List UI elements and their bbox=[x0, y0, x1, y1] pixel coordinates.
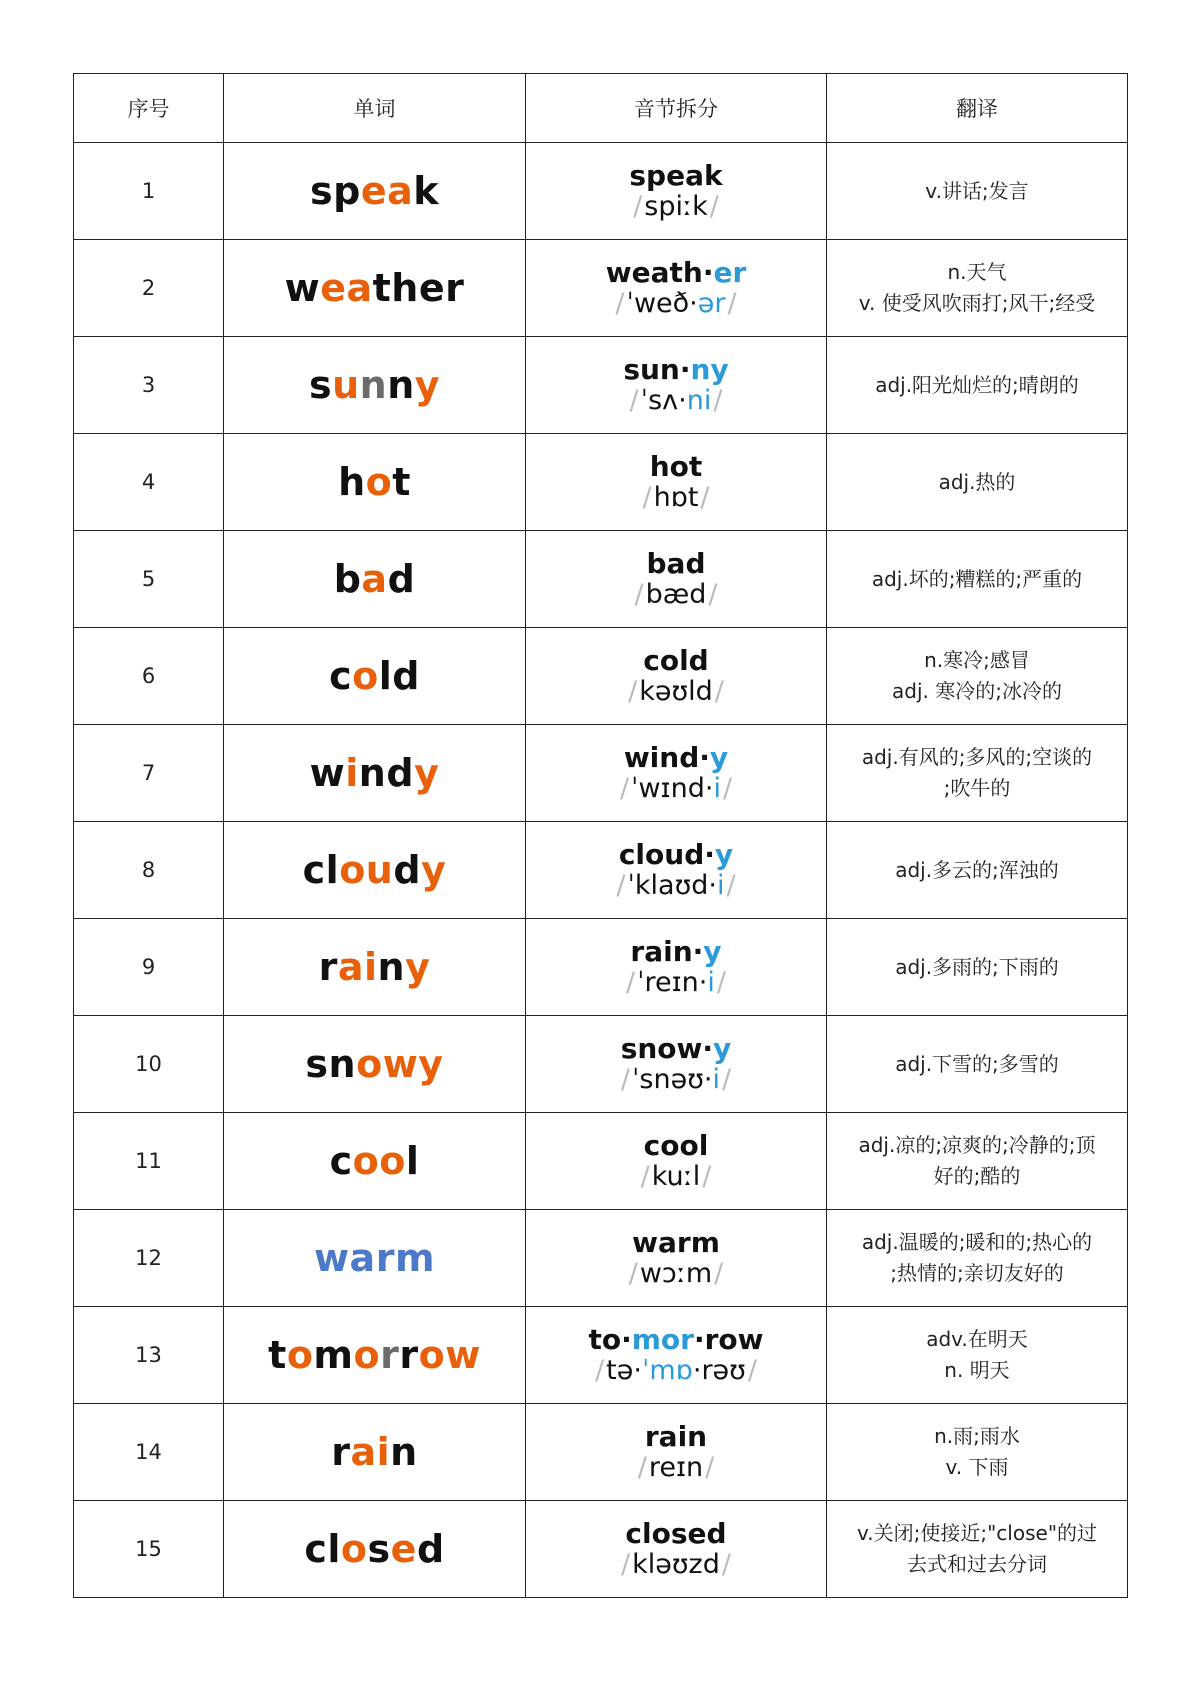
syllable-segment: cool bbox=[643, 1129, 709, 1163]
phonetic-transcription bbox=[526, 968, 826, 998]
table-row bbox=[74, 1016, 1128, 1113]
translation-line: v.讲话;发言 bbox=[925, 178, 1029, 203]
slash-mark: / bbox=[625, 966, 636, 998]
row-index: 1 bbox=[74, 143, 224, 240]
word-segment: o bbox=[365, 460, 393, 504]
word-segment: c bbox=[329, 654, 353, 698]
slash-mark: / bbox=[726, 869, 736, 901]
phonetic-transcription bbox=[526, 580, 826, 610]
ipa-segment: spiːk bbox=[644, 190, 708, 222]
word-segment: y bbox=[421, 848, 447, 892]
syllable-segment: weath bbox=[605, 256, 703, 290]
phonetic-transcription bbox=[526, 386, 826, 416]
slash-mark: / bbox=[714, 675, 724, 707]
syllable-segment: bad bbox=[646, 547, 706, 581]
syllable-cell bbox=[526, 434, 827, 531]
word-segment: ow bbox=[418, 1333, 481, 1377]
word-text bbox=[319, 945, 431, 989]
table-row bbox=[74, 1501, 1128, 1598]
word-segment: s bbox=[367, 1527, 391, 1571]
translation-cell bbox=[827, 1210, 1128, 1307]
syllable-segment: warm bbox=[632, 1226, 720, 1260]
word-cell bbox=[224, 1501, 526, 1598]
ipa-segment: i bbox=[717, 869, 725, 901]
word-segment: w bbox=[309, 751, 346, 795]
syllable-segment: hot bbox=[649, 450, 703, 484]
syllable-split bbox=[526, 936, 826, 967]
word-segment: e bbox=[390, 1527, 417, 1571]
word-segment: m bbox=[313, 1333, 354, 1377]
word-segment: l bbox=[405, 1139, 420, 1183]
syllable-split bbox=[526, 354, 826, 385]
syllable-segment: sun bbox=[623, 353, 680, 387]
syllable-segment: cold bbox=[643, 644, 709, 678]
slash-mark: / bbox=[714, 1257, 724, 1289]
ipa-segment: · bbox=[708, 869, 717, 901]
phonetic-transcription bbox=[526, 871, 826, 901]
syllable-cell bbox=[526, 1113, 827, 1210]
phonetic-transcription bbox=[526, 192, 826, 222]
slash-mark: / bbox=[621, 1548, 631, 1580]
word-segment: t bbox=[268, 1333, 287, 1377]
translation-line: 去式和过去分词 bbox=[907, 1552, 1047, 1576]
translation-cell bbox=[827, 822, 1128, 919]
row-index: 8 bbox=[74, 822, 224, 919]
word-segment: a bbox=[361, 557, 388, 601]
translation-line: v. 下雨 bbox=[945, 1455, 1009, 1479]
syllable-segment: · bbox=[679, 353, 691, 387]
word-cell bbox=[224, 143, 526, 240]
word-segment: r bbox=[380, 1333, 400, 1377]
table-header-row bbox=[74, 74, 1128, 143]
translation-line: ;热情的;亲切友好的 bbox=[890, 1261, 1064, 1285]
syllable-segment: rain bbox=[630, 935, 693, 969]
ipa-segment: ˈklaʊd bbox=[627, 869, 709, 901]
slash-mark: / bbox=[620, 1063, 630, 1095]
phonetic-transcription bbox=[526, 1162, 826, 1192]
word-cell bbox=[224, 337, 526, 434]
translation-line: v.关闭;使接近;"close"的过 bbox=[856, 1521, 1098, 1545]
word-cell bbox=[224, 1210, 526, 1307]
syllable-segment: y bbox=[703, 935, 722, 969]
ipa-segment: · bbox=[689, 287, 698, 319]
word-text bbox=[310, 751, 440, 795]
translation-line: adj.阳光灿烂的;晴朗的 bbox=[875, 372, 1079, 397]
syllable-segment: · bbox=[699, 741, 710, 775]
translation-cell bbox=[827, 1404, 1128, 1501]
syllable-split bbox=[526, 645, 826, 676]
word-cell bbox=[224, 1404, 526, 1501]
row-index: 14 bbox=[74, 1404, 224, 1501]
ipa-segment: tə bbox=[606, 1354, 634, 1386]
syllable-cell bbox=[526, 1210, 827, 1307]
word-segment: n bbox=[359, 363, 388, 407]
ipa-segment: bæd bbox=[645, 578, 707, 610]
table-row bbox=[74, 531, 1128, 628]
word-segment: ld bbox=[378, 654, 420, 698]
phonetic-transcription bbox=[526, 289, 826, 319]
word-text bbox=[338, 460, 411, 504]
word-cell bbox=[224, 240, 526, 337]
word-text bbox=[268, 1333, 481, 1377]
word-text bbox=[309, 363, 440, 407]
word-segment: cl bbox=[302, 848, 340, 892]
word-segment: sn bbox=[305, 1042, 357, 1086]
phonetic-transcription bbox=[526, 774, 826, 804]
table-row bbox=[74, 1307, 1128, 1404]
syllable-split bbox=[526, 1130, 826, 1161]
syllable-segment: · bbox=[621, 1323, 632, 1357]
phonetic-transcription bbox=[526, 1356, 826, 1386]
slash-mark: / bbox=[615, 287, 625, 319]
syllable-segment: · bbox=[702, 1032, 714, 1066]
word-text bbox=[334, 557, 416, 601]
translation-cell bbox=[827, 1307, 1128, 1404]
word-text bbox=[285, 266, 465, 310]
word-text bbox=[314, 1236, 435, 1280]
syllable-split bbox=[526, 257, 826, 288]
translation-cell bbox=[827, 1501, 1128, 1598]
syllable-split bbox=[526, 1033, 826, 1064]
word-segment: oo bbox=[352, 1139, 406, 1183]
ipa-segment: ˈmɒ bbox=[641, 1354, 693, 1386]
translation-line: ;吹牛的 bbox=[943, 776, 1011, 800]
table-row bbox=[74, 822, 1128, 919]
row-index: 13 bbox=[74, 1307, 224, 1404]
word-segment: ou bbox=[339, 848, 394, 892]
word-segment: warm bbox=[313, 1236, 436, 1280]
slash-mark: / bbox=[705, 1451, 715, 1483]
slash-mark: / bbox=[708, 578, 718, 610]
ipa-segment: ni bbox=[686, 384, 712, 416]
slash-mark: / bbox=[713, 384, 723, 416]
translation-cell bbox=[827, 434, 1128, 531]
syllable-segment: row bbox=[704, 1323, 764, 1357]
ipa-segment: ˈsʌ bbox=[640, 384, 679, 416]
header-index: 序号 bbox=[74, 74, 224, 143]
syllable-segment: er bbox=[713, 256, 747, 290]
translation-cell bbox=[827, 337, 1128, 434]
translation-line: 好的;酷的 bbox=[933, 1164, 1021, 1188]
ipa-segment: ˈweð bbox=[626, 287, 690, 319]
translation-line: adj.多云的;浑浊的 bbox=[895, 857, 1059, 882]
table-body bbox=[74, 143, 1128, 1598]
word-text bbox=[329, 654, 420, 698]
syllable-cell bbox=[526, 822, 827, 919]
translation-cell bbox=[827, 1113, 1128, 1210]
translation-cell bbox=[827, 919, 1128, 1016]
ipa-segment: reɪn bbox=[648, 1451, 704, 1483]
slash-mark: / bbox=[637, 1451, 647, 1483]
ipa-segment: wɔːm bbox=[639, 1257, 713, 1289]
syllable-segment: y bbox=[714, 838, 734, 872]
table-row bbox=[74, 919, 1128, 1016]
translation-line: v. 使受风吹雨打;风干;经受 bbox=[858, 291, 1096, 315]
syllable-segment: snow bbox=[620, 1032, 703, 1066]
translation-line: adj.有风的;多风的;空谈的 bbox=[861, 745, 1093, 769]
table-row bbox=[74, 725, 1128, 822]
word-segment: nd bbox=[358, 751, 415, 795]
translation-cell bbox=[827, 143, 1128, 240]
slash-mark: / bbox=[634, 578, 644, 610]
syllable-segment: · bbox=[704, 838, 715, 872]
ipa-segment: rəʊ bbox=[701, 1354, 746, 1386]
word-segment: n bbox=[387, 363, 415, 407]
slash-mark: / bbox=[709, 190, 719, 222]
translation-line: n. 明天 bbox=[944, 1358, 1010, 1382]
table-row bbox=[74, 628, 1128, 725]
slash-mark: / bbox=[716, 966, 726, 998]
word-segment: n bbox=[377, 945, 406, 989]
syllable-split bbox=[526, 1324, 826, 1355]
syllable-segment: closed bbox=[625, 1517, 727, 1551]
header-syllables: 音节拆分 bbox=[526, 74, 827, 143]
word-segment: d bbox=[393, 848, 422, 892]
syllable-split bbox=[526, 548, 826, 579]
word-segment: r bbox=[399, 1333, 419, 1377]
syllable-segment: · bbox=[692, 935, 704, 969]
syllable-split bbox=[526, 1421, 826, 1452]
word-segment: cl bbox=[304, 1527, 341, 1571]
ipa-segment: ər bbox=[697, 287, 726, 319]
syllable-cell bbox=[526, 1404, 827, 1501]
slash-mark: / bbox=[629, 384, 639, 416]
syllable-split bbox=[526, 1518, 826, 1549]
word-segment: i bbox=[345, 751, 359, 795]
syllable-cell bbox=[526, 337, 827, 434]
syllable-segment: · bbox=[693, 1323, 705, 1357]
slash-mark: / bbox=[747, 1354, 757, 1386]
word-cell bbox=[224, 725, 526, 822]
header-translation: 翻译 bbox=[827, 74, 1128, 143]
syllable-split bbox=[526, 160, 826, 191]
row-index: 11 bbox=[74, 1113, 224, 1210]
word-segment: sp bbox=[309, 169, 361, 213]
syllable-segment: rain bbox=[644, 1420, 708, 1454]
ipa-segment: ˈsnəʊ bbox=[632, 1063, 704, 1095]
vocabulary-table bbox=[73, 73, 1128, 1598]
word-segment: y bbox=[405, 945, 431, 989]
word-text bbox=[310, 169, 439, 213]
row-index: 12 bbox=[74, 1210, 224, 1307]
word-segment: r bbox=[318, 945, 338, 989]
ipa-segment: hɒt bbox=[653, 481, 699, 513]
translation-cell bbox=[827, 628, 1128, 725]
syllable-cell bbox=[526, 725, 827, 822]
word-text bbox=[303, 848, 447, 892]
word-text bbox=[330, 1139, 420, 1183]
slash-mark: / bbox=[721, 1548, 731, 1580]
word-cell bbox=[224, 1113, 526, 1210]
table-row bbox=[74, 240, 1128, 337]
syllable-segment: y bbox=[709, 741, 729, 775]
syllable-cell bbox=[526, 1501, 827, 1598]
table-row bbox=[74, 143, 1128, 240]
row-index: 15 bbox=[74, 1501, 224, 1598]
word-segment: u bbox=[332, 363, 360, 407]
translation-line: adj.坏的;糟糕的;严重的 bbox=[871, 566, 1083, 591]
slash-mark: / bbox=[616, 869, 626, 901]
syllable-cell bbox=[526, 1307, 827, 1404]
slash-mark: / bbox=[702, 1160, 712, 1192]
table-row bbox=[74, 1113, 1128, 1210]
syllable-cell bbox=[526, 919, 827, 1016]
word-cell bbox=[224, 1307, 526, 1404]
translation-line: adv.在明天 bbox=[926, 1327, 1028, 1351]
word-segment: ai bbox=[350, 1430, 391, 1474]
slash-mark: / bbox=[628, 1257, 638, 1289]
word-segment: ea bbox=[320, 266, 373, 310]
translation-line: adj.下雪的;多雪的 bbox=[895, 1051, 1059, 1076]
syllable-segment: speak bbox=[629, 159, 723, 193]
translation-line: adj.多雨的;下雨的 bbox=[895, 954, 1059, 979]
translation-line: n.寒冷;感冒 bbox=[924, 648, 1030, 672]
word-segment: b bbox=[333, 557, 362, 601]
word-text bbox=[304, 1527, 444, 1571]
syllable-cell bbox=[526, 143, 827, 240]
word-segment: s bbox=[308, 363, 333, 407]
syllable-segment: cloud bbox=[618, 838, 705, 872]
table-row bbox=[74, 1404, 1128, 1501]
syllable-cell bbox=[526, 1016, 827, 1113]
word-cell bbox=[224, 1016, 526, 1113]
syllable-cell bbox=[526, 531, 827, 628]
ipa-segment: i bbox=[712, 1063, 720, 1095]
phonetic-transcription bbox=[526, 677, 826, 707]
word-segment: o bbox=[353, 1333, 381, 1377]
slash-mark: / bbox=[633, 190, 643, 222]
word-segment: o bbox=[340, 1527, 368, 1571]
phonetic-transcription bbox=[526, 1550, 826, 1580]
ipa-segment: · bbox=[703, 1063, 713, 1095]
row-index: 3 bbox=[74, 337, 224, 434]
table-row bbox=[74, 434, 1128, 531]
ipa-segment: · bbox=[698, 966, 708, 998]
word-segment: d bbox=[387, 557, 416, 601]
translation-line: adj.凉的;凉爽的;冷静的;顶 bbox=[858, 1133, 1096, 1157]
word-text bbox=[331, 1430, 417, 1474]
row-index: 5 bbox=[74, 531, 224, 628]
ipa-segment: kuːl bbox=[651, 1160, 701, 1192]
row-index: 9 bbox=[74, 919, 224, 1016]
ipa-segment: · bbox=[678, 384, 687, 416]
word-segment: ea bbox=[360, 169, 414, 213]
word-segment: w bbox=[284, 266, 321, 310]
translation-line: adj.温暖的;暖和的;热心的 bbox=[861, 1230, 1093, 1254]
syllable-segment: ny bbox=[690, 353, 729, 387]
table-row bbox=[74, 337, 1128, 434]
translation-cell bbox=[827, 725, 1128, 822]
row-index: 4 bbox=[74, 434, 224, 531]
slash-mark: / bbox=[722, 1063, 732, 1095]
word-segment: y bbox=[414, 751, 440, 795]
syllable-cell bbox=[526, 240, 827, 337]
row-index: 7 bbox=[74, 725, 224, 822]
slash-mark: / bbox=[722, 772, 733, 804]
word-segment: c bbox=[329, 1139, 353, 1183]
table-row bbox=[74, 1210, 1128, 1307]
word-segment: ai bbox=[337, 945, 378, 989]
translation-cell bbox=[827, 1016, 1128, 1113]
slash-mark: / bbox=[628, 675, 638, 707]
word-segment: k bbox=[413, 169, 440, 213]
word-cell bbox=[224, 822, 526, 919]
ipa-segment: · bbox=[692, 1354, 702, 1386]
word-segment: h bbox=[338, 460, 366, 504]
syllable-segment: mor bbox=[631, 1323, 694, 1357]
translation-cell bbox=[827, 240, 1128, 337]
syllable-split bbox=[526, 451, 826, 482]
syllable-segment: y bbox=[713, 1032, 732, 1066]
syllable-cell bbox=[526, 628, 827, 725]
word-cell bbox=[224, 434, 526, 531]
ipa-segment: i bbox=[713, 772, 721, 804]
translation-cell bbox=[827, 531, 1128, 628]
ipa-segment: · bbox=[704, 772, 714, 804]
word-segment: ther bbox=[372, 266, 465, 310]
slash-mark: / bbox=[727, 287, 737, 319]
syllable-segment: to bbox=[588, 1323, 622, 1357]
word-segment: n bbox=[390, 1430, 418, 1474]
ipa-segment: kləʊzd bbox=[632, 1548, 720, 1580]
phonetic-transcription bbox=[526, 1065, 826, 1095]
word-segment: t bbox=[392, 460, 411, 504]
row-index: 2 bbox=[74, 240, 224, 337]
ipa-segment: i bbox=[707, 966, 715, 998]
row-index: 10 bbox=[74, 1016, 224, 1113]
phonetic-transcription bbox=[526, 483, 826, 513]
row-index: 6 bbox=[74, 628, 224, 725]
header-word: 单词 bbox=[224, 74, 526, 143]
slash-mark: / bbox=[700, 481, 710, 513]
word-segment: owy bbox=[356, 1042, 444, 1086]
word-cell bbox=[224, 531, 526, 628]
slash-mark: / bbox=[595, 1354, 605, 1386]
word-cell bbox=[224, 919, 526, 1016]
phonetic-transcription bbox=[526, 1453, 826, 1483]
translation-line: n.雨;雨水 bbox=[934, 1424, 1020, 1448]
translation-line: adj. 寒冷的;冰冷的 bbox=[892, 679, 1062, 703]
ipa-segment: ˈreɪn bbox=[637, 966, 699, 998]
syllable-split bbox=[526, 742, 826, 773]
slash-mark: / bbox=[619, 772, 630, 804]
slash-mark: / bbox=[640, 1160, 650, 1192]
word-segment: o bbox=[352, 654, 379, 698]
word-segment: r bbox=[331, 1430, 351, 1474]
ipa-segment: ˈwɪnd bbox=[631, 772, 705, 804]
translation-line: n.天气 bbox=[947, 260, 1007, 284]
word-text bbox=[305, 1042, 443, 1086]
ipa-segment: · bbox=[633, 1354, 642, 1386]
phonetic-transcription bbox=[526, 1259, 826, 1289]
word-segment: d bbox=[416, 1527, 445, 1571]
word-cell bbox=[224, 628, 526, 725]
syllable-segment: wind bbox=[623, 741, 700, 775]
word-segment: y bbox=[414, 363, 441, 407]
syllable-split bbox=[526, 839, 826, 870]
ipa-segment: kəʊld bbox=[639, 675, 713, 707]
syllable-segment: · bbox=[702, 256, 714, 290]
slash-mark: / bbox=[642, 481, 652, 513]
word-segment: o bbox=[286, 1333, 314, 1377]
translation-line: adj.热的 bbox=[938, 469, 1016, 494]
syllable-split bbox=[526, 1227, 826, 1258]
